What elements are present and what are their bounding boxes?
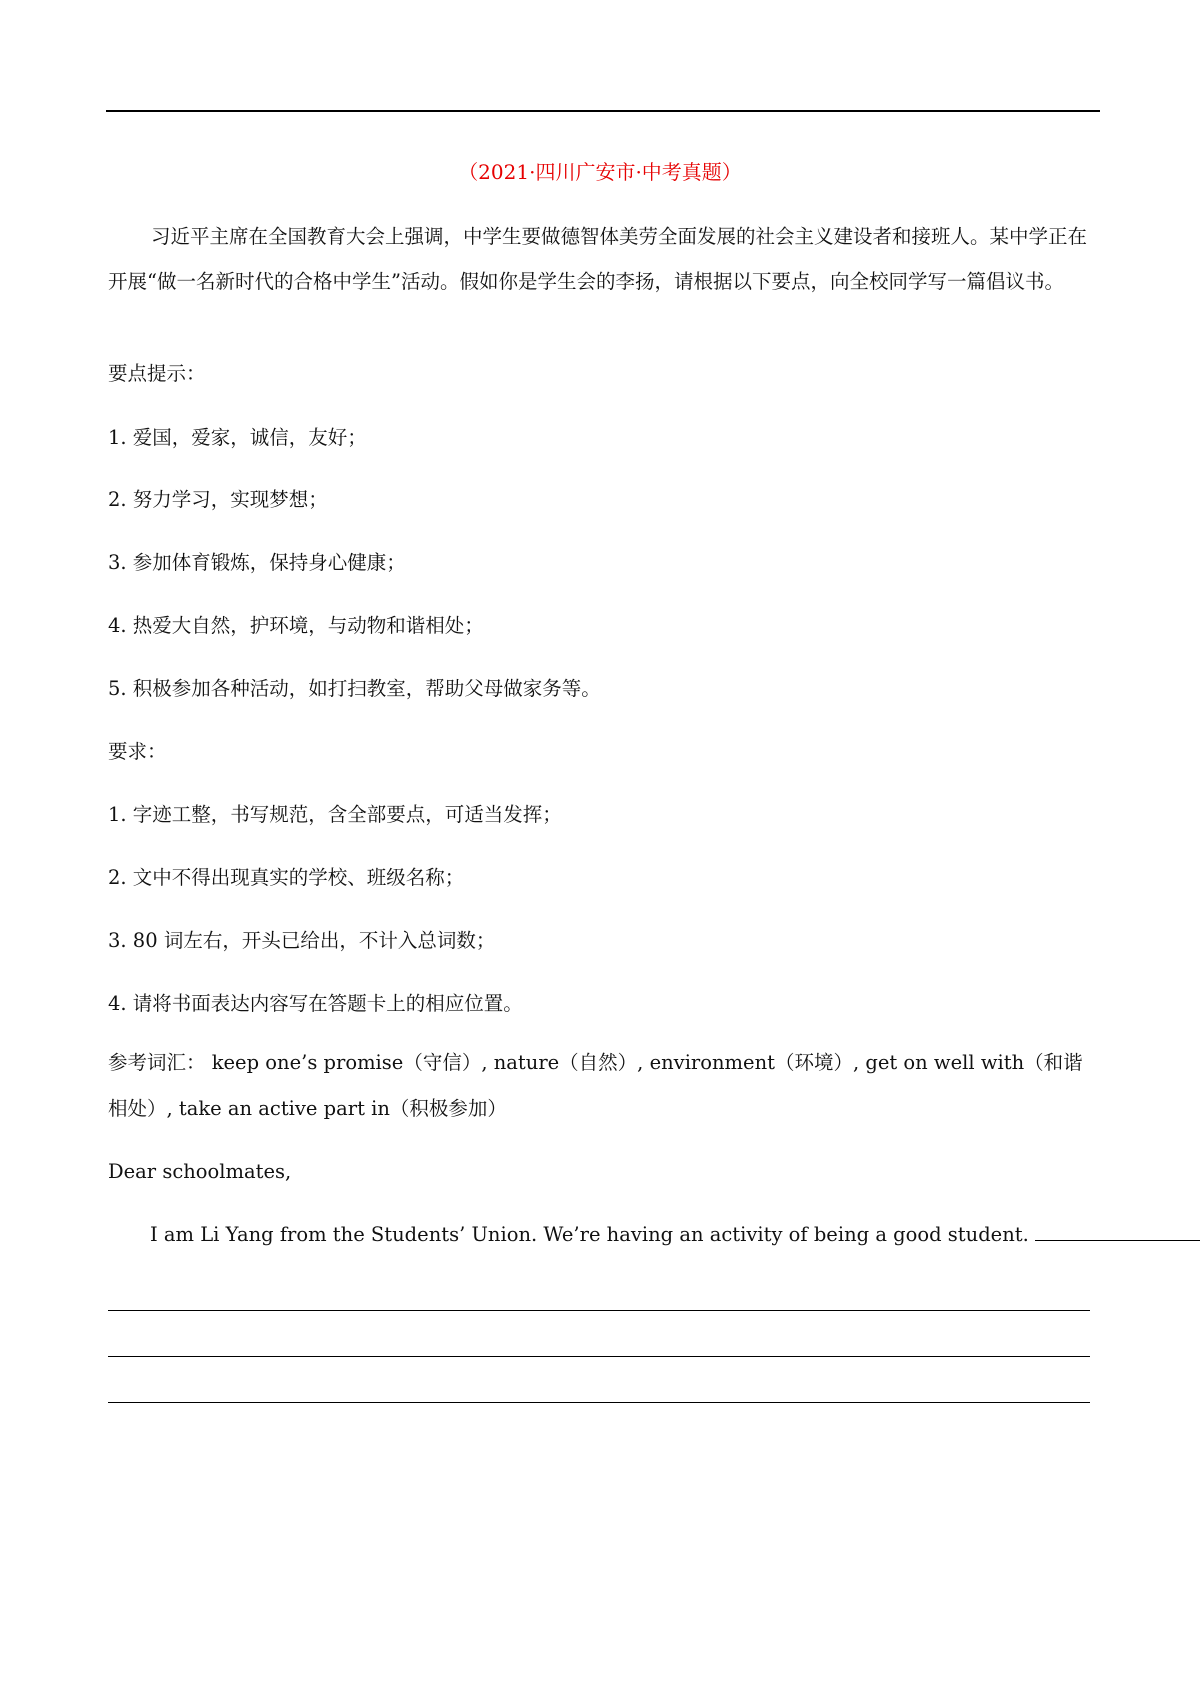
letter-greeting: Dear schoolmates, <box>108 1160 292 1183</box>
answer-line[interactable] <box>108 1310 1090 1311</box>
point-item: 1. 爱国，爱家，诚信，友好； <box>108 426 367 449</box>
requirement-item: 4. 请将书面表达内容写在答题卡上的相应位置。 <box>108 992 523 1015</box>
reference-vocabulary: 参考词汇： keep one’s promise（守信）, nature（自然）, environment（环境）, get on well with（和谐相处）, take an active part in（积极参加） <box>108 1051 1083 1120</box>
point-item: 2. 努力学习，实现梦想； <box>108 488 328 511</box>
answer-line[interactable] <box>108 1402 1090 1403</box>
top-divider <box>106 110 1100 112</box>
prompt-intro: 习近平主席在全国教育大会上强调，中学生要做德智体美劳全面发展的社会主义建设者和接班人。某中学正在开展“做一名新时代的合格中学生”活动。假如你是学生会的李扬，请根据以下要点，向全校同学写一篇倡议书。 <box>108 225 1088 293</box>
requirement-item: 1. 字迹工整，书写规范，含全部要点，可适当发挥； <box>108 803 562 826</box>
answer-line[interactable] <box>108 1356 1090 1357</box>
requirements-heading: 要求： <box>108 740 167 763</box>
point-item: 5. 积极参加各种活动，如打扫教室，帮助父母做家务等。 <box>108 677 601 700</box>
requirement-item: 2. 文中不得出现真实的学校、班级名称； <box>108 866 465 889</box>
points-heading: 要点提示： <box>108 362 206 385</box>
letter-opening: I am Li Yang from the Students’ Union. We’re having an activity of being a good student. <box>150 1223 1029 1246</box>
point-item: 4. 热爱大自然，护环境，与动物和谐相处； <box>108 614 484 637</box>
requirement-item: 3. 80 词左右，开头已给出，不计入总词数； <box>108 929 496 952</box>
letter-opening-line <box>150 1223 1200 1246</box>
point-item: 3. 参加体育锻炼，保持身心健康； <box>108 551 406 574</box>
answer-blank-inline[interactable] <box>1035 1224 1200 1241</box>
question-source: （2021·四川广安市·中考真题） <box>458 160 742 184</box>
